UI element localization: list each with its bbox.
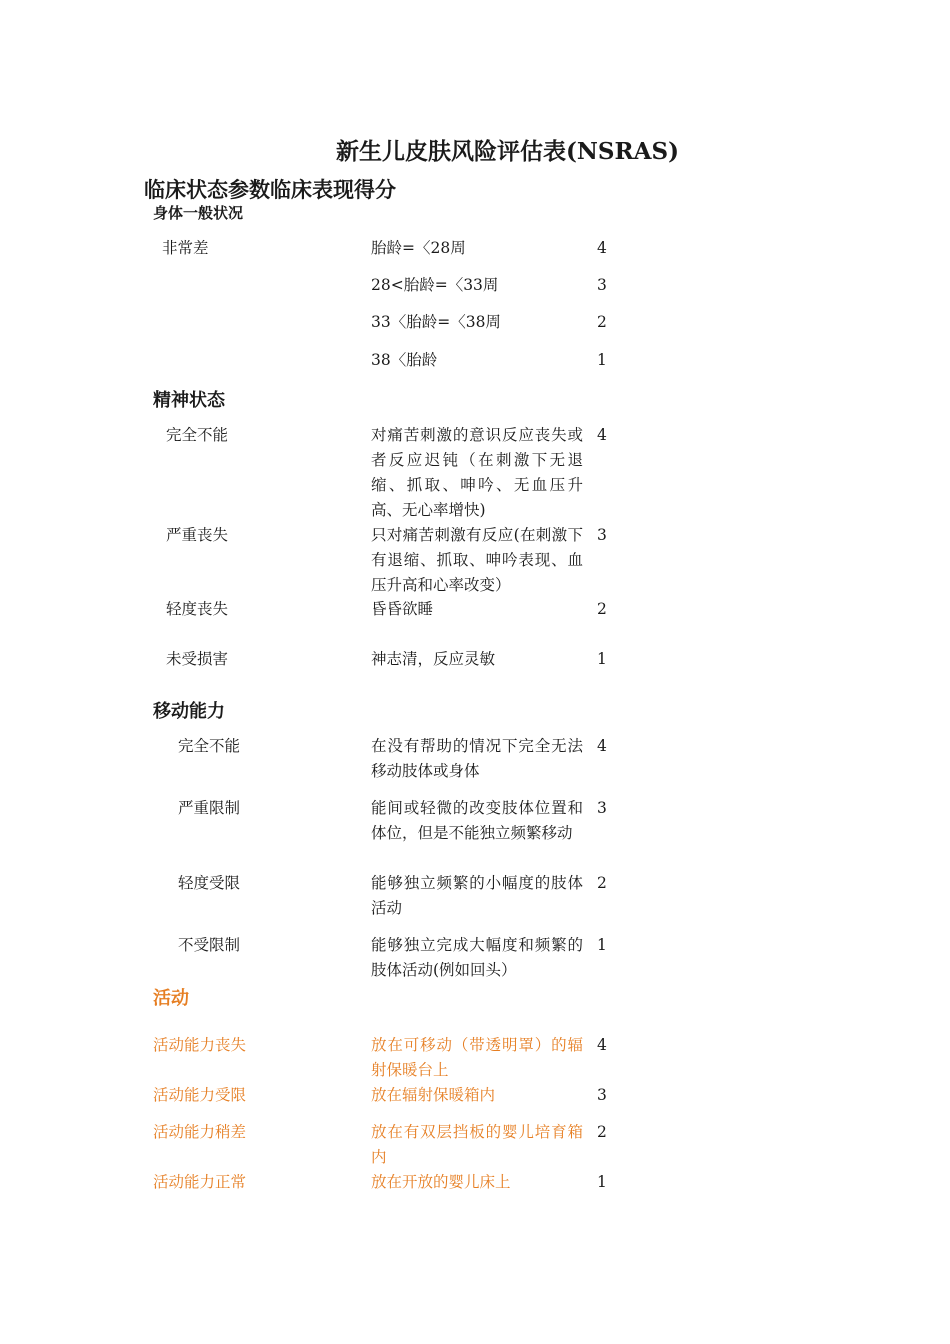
section-heading-activity: 活动: [153, 988, 189, 1009]
score-value: 3: [597, 276, 607, 294]
section-heading-general: 身体一般状况: [153, 204, 244, 222]
criteria-text: 33〈胎龄=〈38周: [371, 313, 501, 331]
level-label: 轻度丧失: [166, 600, 229, 618]
criteria-text: 放在可移动（带透明罩）的辐射保暖台上: [371, 1036, 583, 1079]
score-value: 3: [597, 526, 607, 544]
section-heading-mental: 精神状态: [153, 390, 225, 411]
level-label: 轻度受限: [178, 874, 241, 892]
level-label: 未受损害: [166, 650, 229, 668]
level-label: 活动能力稍差: [153, 1123, 247, 1141]
criteria-text: 能够独立频繁的小幅度的肢体活动: [371, 874, 583, 917]
score-value: 3: [597, 799, 607, 817]
score-value: 4: [597, 426, 607, 444]
criteria-text: 放在有双层挡板的婴儿培育箱内: [371, 1123, 583, 1166]
level-label: 活动能力正常: [153, 1173, 247, 1191]
score-value: 1: [597, 1173, 607, 1191]
level-label: 活动能力丧失: [153, 1036, 247, 1054]
criteria-text: 神志清，反应灵敏: [371, 650, 496, 668]
criteria-text: 昏昏欲睡: [371, 600, 434, 618]
level-label: 完全不能: [166, 426, 229, 444]
score-value: 4: [597, 239, 607, 257]
criteria-text: 38〈胎龄: [371, 351, 438, 369]
level-label: 完全不能: [178, 737, 241, 755]
criteria-text: 放在开放的婴儿床上: [371, 1173, 511, 1191]
criteria-text: 在没有帮助的情况下完全无法移动肢体或身体: [371, 737, 583, 780]
score-value: 3: [597, 1086, 607, 1104]
criteria-text: 胎龄=〈28周: [371, 239, 466, 257]
criteria-text: 能间或轻微的改变肢体位置和体位，但是不能独立频繁移动: [371, 799, 583, 842]
criteria-text: 只对痛苦刺激有反应(在刺激下有退缩、抓取、呻吟表现、血压升高和心率改变）: [371, 526, 583, 594]
page-title: 新生儿皮肤风险评估表(NSRAS): [336, 138, 679, 165]
score-value: 1: [597, 650, 607, 668]
level-label: 严重丧失: [166, 526, 229, 544]
section-heading-mobility: 移动能力: [153, 701, 225, 722]
level-label: 非常差: [162, 239, 209, 257]
score-value: 4: [597, 737, 607, 755]
level-label: 不受限制: [178, 936, 241, 954]
level-label: 严重限制: [178, 799, 241, 817]
criteria-text: 28<胎龄=〈33周: [371, 276, 499, 294]
criteria-text: 对痛苦刺激的意识反应丧失或者反应迟钝（在刺激下无退缩、抓取、呻吟、无血压升高、无心率增快): [371, 426, 583, 519]
criteria-text: 能够独立完成大幅度和频繁的肢体活动(例如回头）: [371, 936, 583, 979]
score-value: 1: [597, 936, 607, 954]
score-value: 2: [597, 1123, 607, 1141]
score-value: 4: [597, 1036, 607, 1054]
level-label: 活动能力受限: [153, 1086, 247, 1104]
criteria-text: 放在辐射保暖箱内: [371, 1086, 496, 1104]
table-header: 临床状态参数临床表现得分: [144, 178, 396, 202]
score-value: 2: [597, 600, 607, 618]
score-value: 1: [597, 351, 607, 369]
score-value: 2: [597, 874, 607, 892]
score-value: 2: [597, 313, 607, 331]
